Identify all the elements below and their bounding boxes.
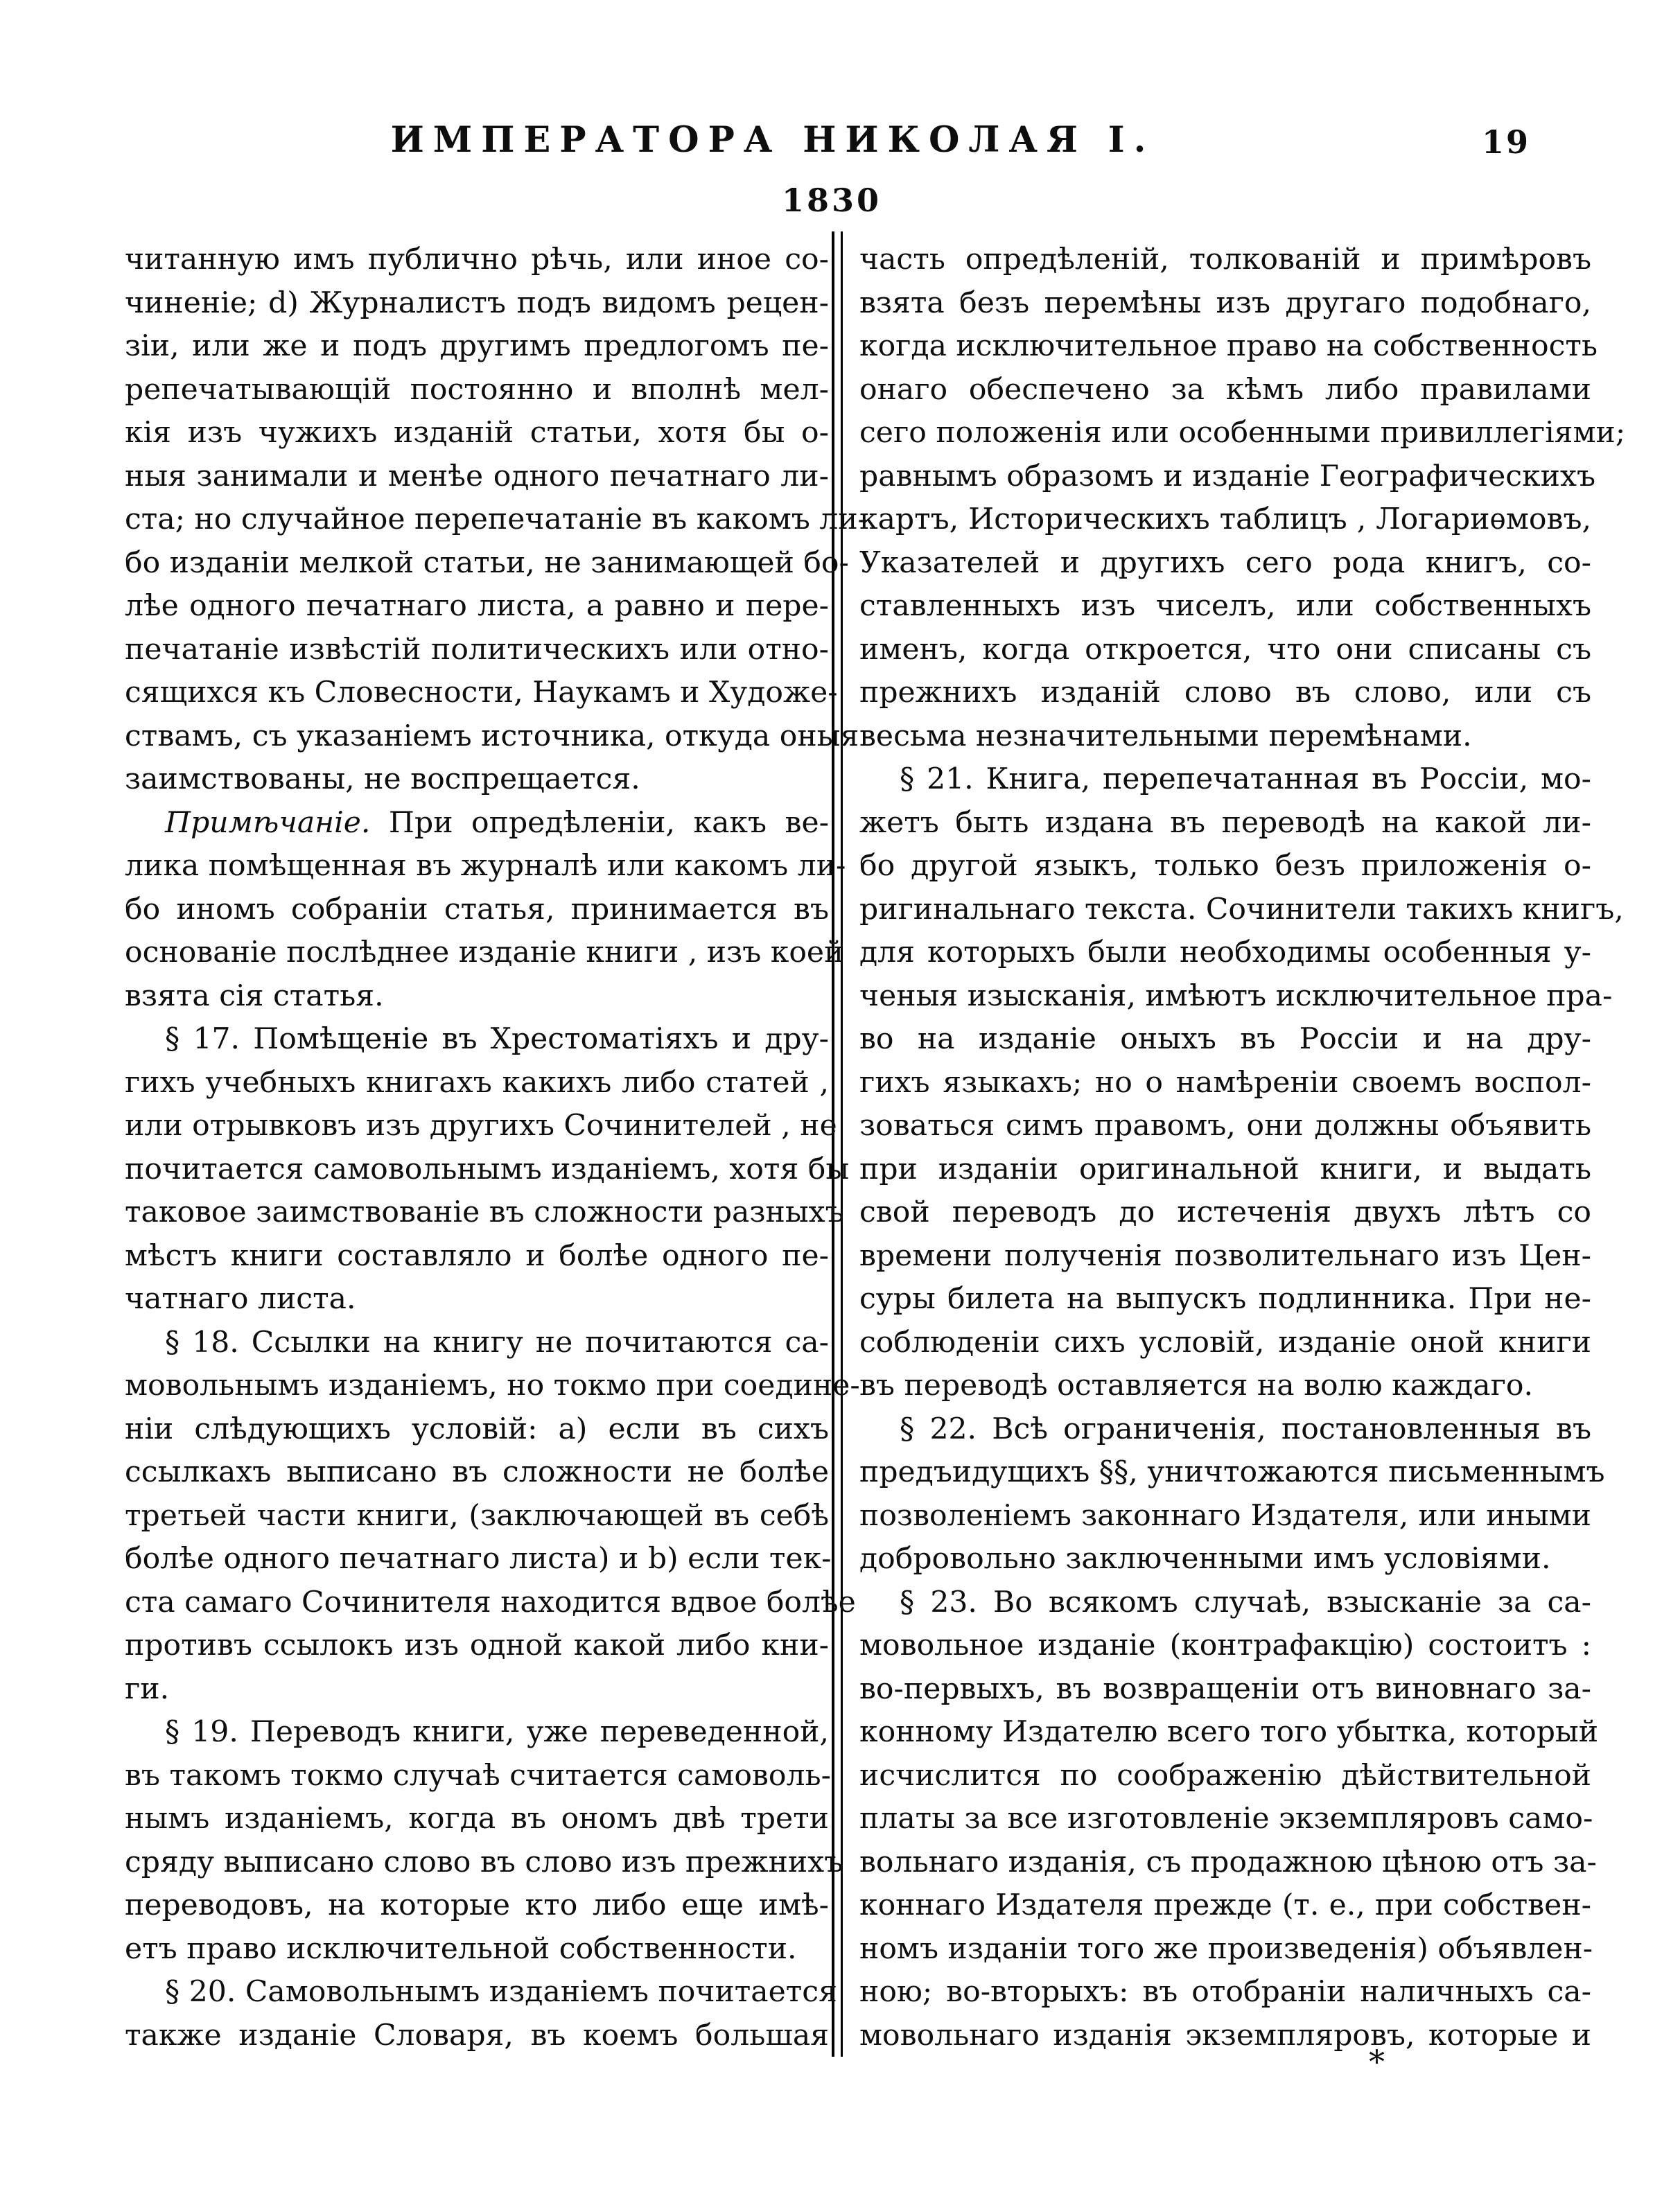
text-line: зоваться симъ правомъ, они должны объявить	[859, 1109, 1591, 1143]
text-line: коннаго Издателя прежде (т. е., при собствен-	[859, 1888, 1591, 1922]
year-heading: 1830	[781, 182, 882, 219]
text-line: свой переводъ до истеченія двухъ лѣтъ со	[859, 1195, 1591, 1229]
text-line: мовольное изданіе (контрафакцію) состоитъ :	[859, 1628, 1591, 1662]
text-line: сего положенія или особенными привиллегіями;	[859, 416, 1626, 450]
text-line: чиненіе; d) Журналистъ подъ видомъ рецен-	[125, 286, 829, 320]
text-line: переводовъ, на которые кто либо еще имѣ-	[125, 1888, 829, 1922]
text-line: ги.	[125, 1671, 170, 1706]
text-line: § 21. Книга, перепечатанная въ Россіи, мо-	[900, 762, 1591, 796]
text-line: именъ, когда откроется, что они списаны съ	[859, 632, 1591, 667]
text-line: при изданіи оригинальной книги, и выдать	[859, 1152, 1591, 1186]
text-line: репечатывающій постоянно и вполнѣ мел-	[125, 372, 829, 407]
italic-lead-word: Примѣчаніе.	[165, 805, 371, 840]
text-line: прежнихъ изданій слово въ слово, или съ	[859, 676, 1591, 710]
text-line: основаніе послѣднее изданіе книги , изъ коей	[125, 936, 844, 969]
text-line: ныя занимали и менѣе одного печатнаго ли-	[125, 459, 829, 493]
text-line: времени полученія позволительнаго изъ Цен-	[859, 1238, 1591, 1273]
text-line: етъ право исключительной собственности.	[125, 1931, 797, 1966]
text-line: бо иномъ собраніи статья, принимается въ	[125, 892, 829, 926]
text-line: платы за все изготовленіе экземпляровъ само-	[859, 1802, 1593, 1836]
text-line: сящихся къ Словесности, Наукамъ и Художе-	[125, 676, 838, 710]
text-line: § 19. Переводъ книги, уже переведенной,	[165, 1715, 829, 1749]
text-line: Указателей и другихъ сего рода книгъ, со-	[859, 545, 1591, 580]
text-line: таковое заимствованіе въ сложности разныхъ	[125, 1195, 844, 1229]
text-line: чатнаго листа.	[125, 1282, 356, 1316]
text-line: весьма незначительными перемѣнами.	[859, 719, 1472, 753]
text-line: читанную имъ публично рѣчь, или иное со-	[125, 243, 829, 276]
text-line: третьей части книги, (заключающей въ себѣ	[125, 1498, 829, 1533]
text-line: когда исключительное право на собственность	[859, 329, 1598, 363]
text-line: позволеніемъ законнаго Издателя, или иными	[859, 1498, 1591, 1533]
text-line: ригинальнаго текста. Сочинители такихъ книгъ,	[859, 892, 1624, 926]
text-line: ніи слѣдующихъ условій: а) если въ сихъ	[125, 1412, 829, 1446]
text-line: § 22. Всѣ ограниченія, постановленныя въ	[900, 1412, 1591, 1446]
text-line: взята безъ перемѣны изъ другаго подобнаго,	[859, 286, 1591, 320]
text-line: зіи, или же и подъ другимъ предлогомъ пе-	[125, 329, 829, 363]
page-title: ИМПЕРАТОРА НИКОЛАЯ I.	[390, 119, 1155, 161]
text-line: суры билета на выпускъ подлинника. При не-	[859, 1282, 1591, 1316]
text-line: сряду выписано слово въ слово изъ прежнихъ	[125, 1845, 843, 1879]
text-line: номъ изданіи того же произведенія) объявлен-	[859, 1931, 1593, 1966]
text-line: конному Издателю всего того убытка, который	[859, 1715, 1599, 1749]
text-line: лика помѣщенная въ журналѣ или какомъ ли-	[125, 849, 846, 883]
text-line: для которыхъ были необходимы особенныя у-	[859, 936, 1591, 969]
right-text-column	[859, 238, 1626, 2057]
text-line: ствамъ, съ указаніемъ источника, откуда оныя	[125, 719, 859, 753]
text-line: гихъ языкахъ; но о намѣреніи своемъ воспол-	[859, 1065, 1591, 1100]
text-line: исчислится по соображенію дѣйствительной	[859, 1758, 1591, 1793]
text-line: бо другой языкъ, только безъ приложенія о-	[859, 849, 1591, 883]
text-line: гихъ учебныхъ книгахъ какихъ либо статей ,	[125, 1065, 829, 1100]
signature-asterisk-mark: *	[1369, 2043, 1385, 2080]
text-line: ченыя изысканія, имѣютъ исключительное пра-	[859, 978, 1613, 1013]
text-line: ссылкахъ выписано въ сложности не болѣе	[125, 1455, 829, 1489]
text-line: ста самаго Сочинителя находится вдвое болѣе	[125, 1585, 856, 1619]
text-line: предъидущихъ §§, уничтожаются письменнымъ	[859, 1455, 1605, 1489]
text-line: соблюденіи сихъ условій, изданіе оной книги	[859, 1325, 1591, 1360]
text-line: § 20. Самовольнымъ изданіемъ почитается	[165, 1975, 837, 2009]
left-text-column	[125, 238, 868, 2057]
text-line: печатаніе извѣстій политическихъ или отно-	[125, 632, 829, 667]
text-line: мовольнаго изданія экземпляровъ, которые и	[859, 2018, 1591, 2053]
text-line: ною; во-вторыхъ: въ отобраніи наличныхъ са-	[859, 1975, 1591, 2009]
text-line: въ переводѣ оставляется на волю каждаго.	[859, 1369, 1533, 1403]
text-line: противъ ссылокъ изъ одной какой либо кни-	[125, 1628, 829, 1662]
text-line: въ такомъ токмо случаѣ считается самоволь-	[125, 1758, 831, 1793]
text-line: во на изданіе оныхъ въ Россіи и на дру-	[859, 1022, 1591, 1056]
text-line: во-первыхъ, въ возвращеніи отъ виновнаго за-	[859, 1671, 1591, 1706]
text-line: ста; но случайное перепечатаніе въ какомъ ли-	[125, 502, 868, 536]
text-line: также изданіе Словаря, въ коемъ большая	[125, 2018, 829, 2053]
text-line: картъ, Историческихъ таблицъ , Логариѳмовъ,	[859, 502, 1591, 536]
text-line: часть опредѣленій, толкованій и примѣровъ	[859, 243, 1591, 276]
text-line: заимствованы, не воспрещается.	[125, 762, 640, 796]
text-line: жетъ быть издана въ переводѣ на какой ли-	[859, 805, 1591, 840]
text-line: ставленныхъ изъ чиселъ, или собственныхъ	[859, 589, 1591, 623]
text-line: болѣе одного печатнаго листа) и b) если тек-	[125, 1542, 832, 1576]
page-number: 19	[1482, 123, 1531, 161]
text-line: § 17. Помѣщеніе въ Хрестоматіяхъ и дру-	[165, 1022, 829, 1056]
text-line: добровольно заключенными имъ условіями.	[859, 1542, 1551, 1576]
text-line: нымъ изданіемъ, когда въ ономъ двѣ трети	[125, 1802, 829, 1836]
text-line: кія изъ чужихъ изданій статьи, хотя бы о-	[125, 416, 829, 450]
text-line: § 18. Ссылки на книгу не почитаются са-	[165, 1325, 829, 1360]
text-line: § 23. Во всякомъ случаѣ, взысканіе за са-	[900, 1585, 1591, 1619]
text-line: лѣе одного печатнаго листа, а равно и пере-	[125, 589, 829, 623]
text-line: мѣстъ книги составляло и болѣе одного пе-	[125, 1238, 829, 1273]
text-line: вольнаго изданія, съ продажною цѣною отъ за-	[859, 1845, 1597, 1879]
text-line: Примѣчаніе. При опредѣленіи, какъ ве-	[165, 805, 829, 840]
text-line: мовольнымъ изданіемъ, но токмо при соедине-	[125, 1369, 860, 1403]
text-line: или отрывковъ изъ другихъ Сочинителей , не	[125, 1109, 837, 1143]
text-line: онаго обеспечено за кѣмъ либо правилами	[859, 372, 1591, 407]
text-line: почитается самовольнымъ изданіемъ, хотя бы	[125, 1152, 850, 1186]
text-line: бо изданіи мелкой статьи, не занимающей бо-	[125, 545, 849, 580]
text-line: равнымъ образомъ и изданіе Географическихъ	[859, 459, 1595, 493]
text-line: взята сія статья.	[125, 978, 384, 1013]
